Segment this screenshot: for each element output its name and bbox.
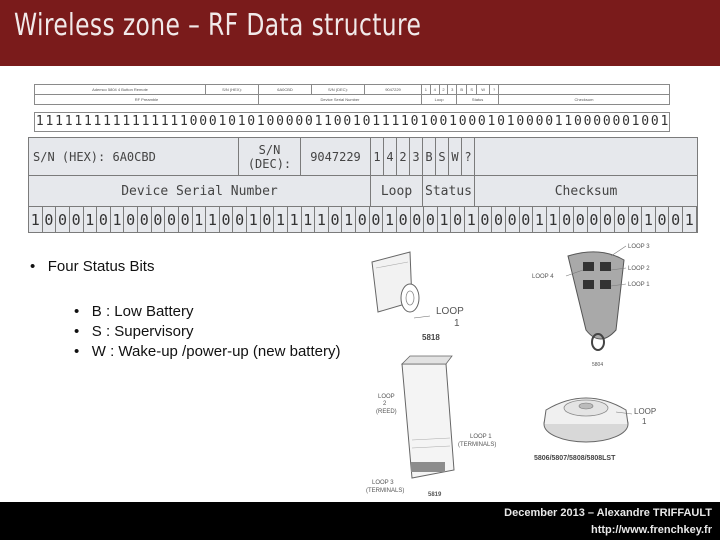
small-bit-cell: 1 [401, 114, 409, 129]
bit-cell: 0 [574, 207, 588, 233]
header-status: Status [423, 176, 475, 207]
small-bit-cell: 1 [564, 114, 573, 129]
loop-bit-2: 2 [397, 138, 410, 176]
status-bit-w: W [449, 138, 462, 176]
small-bit-cell: 1 [93, 114, 102, 129]
small-cell: W [477, 85, 490, 95]
bit-cell: 1 [193, 207, 207, 233]
small-bit-cell: 0 [497, 114, 505, 129]
bit-cell: 0 [588, 207, 602, 233]
small-bit-cell: 1 [554, 114, 563, 129]
small-bit-cell: 1 [45, 114, 54, 129]
small-cell: 6A0CBD [259, 85, 312, 95]
small-bit-cell: 0 [295, 114, 304, 129]
small-bit-cell: 1 [314, 114, 323, 129]
sub-bullet-item: • S : Supervisory [74, 323, 194, 340]
bit-cell: 1 [533, 207, 547, 233]
small-bit-cell: 0 [622, 114, 630, 129]
bit-row [29, 207, 697, 233]
label-contact-loop3-terminals: (TERMINALS) [366, 488, 405, 494]
label-keyfob-loop2: LOOP 2 [628, 266, 650, 272]
header-checksum: Checksum [475, 176, 697, 207]
small-bit-cell: 1 [324, 114, 332, 129]
bit-cell: 1 [642, 207, 656, 233]
label-5818-loop: LOOP [436, 306, 464, 317]
status-bit-s: S [436, 138, 449, 176]
contact-5819 [366, 356, 496, 498]
small-cell: S [467, 85, 477, 95]
sub-bullet-text: B : Low Battery [91, 303, 194, 320]
label-keyfob-loop4: LOOP 4 [532, 274, 554, 280]
bit-cell: 0 [424, 207, 438, 233]
bit-cell: 0 [560, 207, 574, 233]
small-bit-cell: 1 [55, 114, 63, 129]
small-bit-cell: 0 [189, 114, 198, 129]
small-bit-cell: 0 [593, 114, 602, 129]
sn-dec-label: S/N [258, 142, 281, 157]
bit-cell: 0 [179, 207, 193, 233]
sub-bullet-text: W : Wake-up /power-up (new battery) [91, 343, 341, 360]
small-bit-row [34, 112, 670, 132]
label-contact-loop3: LOOP 3 [372, 480, 394, 486]
small-bit-cell: 0 [247, 114, 256, 129]
bit-cell: 1 [683, 207, 697, 233]
small-bit-cell: 1 [112, 114, 121, 129]
bit-cell: 1 [465, 207, 479, 233]
label-contact-loop2: LOOP [378, 394, 395, 400]
small-bit-cell: 0 [266, 114, 275, 129]
label-keyfob-model: 5804 [592, 362, 604, 368]
small-bit-cell: 0 [333, 114, 342, 129]
small-bit-cell: 0 [650, 114, 659, 129]
sub-bullet-item: • W : Wake-up /power-up (new battery) [74, 343, 341, 360]
small-bit-cell: 1 [35, 114, 44, 129]
small-bit-cell: 1 [237, 114, 246, 129]
small-bit-cell: 1 [372, 114, 381, 129]
bit-cell: 0 [411, 207, 425, 233]
sn-dec-label: (DEC): [247, 156, 292, 171]
bit-cell: 0 [165, 207, 179, 233]
bit-cell: 0 [261, 207, 275, 233]
small-cell: Checksum [499, 95, 670, 105]
small-bit-cell: 1 [103, 114, 111, 129]
label-contact-loop1-terminals: (TERMINALS) [458, 442, 497, 448]
small-bit-cell: 1 [83, 114, 92, 129]
small-cell: 3 [448, 85, 457, 95]
small-table-row [35, 85, 670, 95]
bit-cell: 0 [70, 207, 84, 233]
bit-cell: 0 [43, 207, 57, 233]
small-bit-cell: 0 [199, 114, 208, 129]
sn-hex-cell [29, 138, 239, 176]
small-bit-cell: 0 [477, 114, 486, 129]
small-bit-cell: 0 [429, 114, 438, 129]
small-bit-cell: 0 [612, 114, 621, 129]
bit-cell: 1 [274, 207, 288, 233]
small-bit-cell: 1 [64, 114, 73, 129]
label-5818-loop-num: 1 [454, 318, 460, 329]
bit-cell: 0 [492, 207, 506, 233]
slide-title: Wireless zone – RF Data structure [14, 8, 422, 43]
bit-cell: 1 [315, 207, 329, 233]
bullet-main-text: Four Status Bits [47, 258, 155, 275]
bit-cell: 1 [547, 207, 561, 233]
sn-hex-label: S/N (HEX): [33, 149, 106, 164]
label-5818-model: 5818 [422, 333, 440, 342]
small-bit-cell: 1 [391, 114, 400, 129]
small-bit-cell: 0 [343, 114, 352, 129]
status-bit-b: B [423, 138, 436, 176]
bit-cell: 0 [669, 207, 683, 233]
small-cell [499, 85, 670, 95]
label-smoke-model: 5806/5807/5808/5808LST [534, 455, 616, 462]
small-bit-cell: 1 [660, 114, 669, 129]
small-bit-cell: 0 [583, 114, 592, 129]
bit-cell: 0 [97, 207, 111, 233]
label-contact-model: 5819 [428, 492, 442, 498]
keyfob-5804 [532, 244, 650, 368]
small-bit-cell: 1 [131, 114, 140, 129]
bit-cell: 0 [124, 207, 138, 233]
small-bit-cell: 1 [122, 114, 131, 129]
small-bit-cell: 0 [516, 114, 525, 129]
bit-cell: 1 [247, 207, 261, 233]
small-cell: ? [490, 85, 499, 95]
small-bit-cell: 1 [420, 114, 429, 129]
bit-cell: 0 [451, 207, 465, 233]
small-bit-cell: 1 [381, 114, 390, 129]
label-smoke-loop-num: 1 [642, 417, 647, 426]
bit-cell: 1 [111, 207, 125, 233]
small-bit-cell: 1 [141, 114, 150, 129]
small-bit-cell: 0 [574, 114, 582, 129]
small-cell: Device Serial Number [259, 95, 422, 105]
sn-dec-value: 9047229 [301, 138, 371, 176]
sub-bullet-item: • B : Low Battery [74, 303, 194, 320]
sub-bullets [74, 302, 340, 362]
bit-cell: 1 [84, 207, 98, 233]
small-bit-cell: 1 [506, 114, 515, 129]
sub-bullet-text: S : Supervisory [91, 323, 194, 340]
small-cell: 4 [430, 85, 439, 95]
label-smoke-loop: LOOP [634, 407, 657, 416]
small-cell: 1 [422, 85, 431, 95]
small-bit-cell: 0 [468, 114, 477, 129]
small-bit-cell: 1 [256, 114, 265, 129]
small-bit-cell: 1 [170, 114, 179, 129]
blank-cell [475, 138, 697, 176]
loop-bit-1: 1 [371, 138, 384, 176]
bit-cell: 1 [288, 207, 302, 233]
small-cell: S/N (DEC): [312, 85, 365, 95]
small-bit-cell: 0 [602, 114, 611, 129]
bit-cell: 0 [356, 207, 370, 233]
small-cell: Loop [422, 95, 457, 105]
small-bit-cell: 0 [304, 114, 313, 129]
small-cell: S/N (HEX): [206, 85, 259, 95]
bit-cell: 0 [479, 207, 493, 233]
bit-cell: 0 [506, 207, 520, 233]
label-contact-reed: (REED) [376, 409, 397, 415]
label-contact-loop1: LOOP 1 [470, 434, 492, 440]
smoke-detector [534, 398, 656, 462]
footer-bar [0, 502, 720, 540]
small-bit-cell: 1 [218, 114, 227, 129]
rf-data-table [28, 137, 698, 233]
footer-url: http://www.frenchkey.fr [590, 524, 712, 536]
small-bit-cell: 1 [74, 114, 83, 129]
recessed-transmitter-5818 [372, 252, 464, 342]
header-loop: Loop [371, 176, 423, 207]
bit-cell: 0 [233, 207, 247, 233]
small-bit-cell: 0 [228, 114, 236, 129]
small-bit-cell: 0 [410, 114, 419, 129]
footer-credit: December 2013 – Alexandre TRIFFAULT [504, 507, 712, 519]
small-bit-cell: 0 [458, 114, 467, 129]
loop-bit-3: 3 [410, 138, 423, 176]
sn-dec-label-cell [239, 138, 301, 176]
bit-cell: 0 [601, 207, 615, 233]
small-rf-table [34, 84, 670, 105]
bit-cell: 1 [342, 207, 356, 233]
bit-cell: 0 [220, 207, 234, 233]
bit-cell: 0 [397, 207, 411, 233]
bit-cell: 1 [206, 207, 220, 233]
small-bit-cell: 1 [631, 114, 640, 129]
header-device-serial: Device Serial Number [29, 176, 371, 207]
bit-cell: 0 [629, 207, 643, 233]
bit-cell: 1 [383, 207, 397, 233]
small-cell: Status [457, 95, 499, 105]
small-bit-cell: 0 [525, 114, 534, 129]
small-bit-cell: 1 [449, 114, 457, 129]
loop-bit-4: 4 [384, 138, 397, 176]
small-bit-cell: 0 [285, 114, 294, 129]
small-bit-cell: 0 [208, 114, 217, 129]
bit-cell: 0 [56, 207, 70, 233]
small-bit-cell: 0 [535, 114, 544, 129]
bit-cell: 0 [656, 207, 670, 233]
label-contact-loop2-num: 2 [383, 401, 387, 407]
small-bit-cell: 1 [180, 114, 188, 129]
small-cell: B [457, 85, 467, 95]
sn-hex-value: 6A0CBD [112, 149, 156, 164]
small-bit-cell: 0 [362, 114, 371, 129]
bit-cell: 0 [138, 207, 152, 233]
bit-cell: 0 [615, 207, 629, 233]
small-cell: 2 [439, 85, 448, 95]
small-cell: RF Preamble [35, 95, 259, 105]
small-bit-cell: 0 [276, 114, 284, 129]
small-cell: 9047229 [365, 85, 422, 95]
small-cell: Ademco 5804 4 Button Remote [35, 85, 206, 95]
bullet-main: • Four Status Bits [30, 258, 155, 275]
bit-cell: 0 [520, 207, 534, 233]
small-bit-cell: 1 [353, 114, 361, 129]
bit-cell: 1 [302, 207, 316, 233]
bit-cell: 1 [438, 207, 452, 233]
small-bit-cell: 0 [545, 114, 554, 129]
bit-cell: 0 [152, 207, 166, 233]
small-bit-cell: 0 [439, 114, 448, 129]
small-bit-cell: 1 [151, 114, 160, 129]
bit-cell: 0 [329, 207, 343, 233]
title-bar [0, 0, 720, 66]
small-bit-cell: 1 [160, 114, 169, 129]
bit-cell: 1 [29, 207, 43, 233]
small-bit-cell: 0 [641, 114, 650, 129]
label-keyfob-loop1: LOOP 1 [628, 282, 650, 288]
bit-cell: 0 [370, 207, 384, 233]
status-bit-unknown: ? [462, 138, 475, 176]
label-keyfob-loop3: LOOP 3 [628, 244, 650, 250]
small-table-row [35, 95, 670, 105]
small-bit-cell: 1 [487, 114, 496, 129]
